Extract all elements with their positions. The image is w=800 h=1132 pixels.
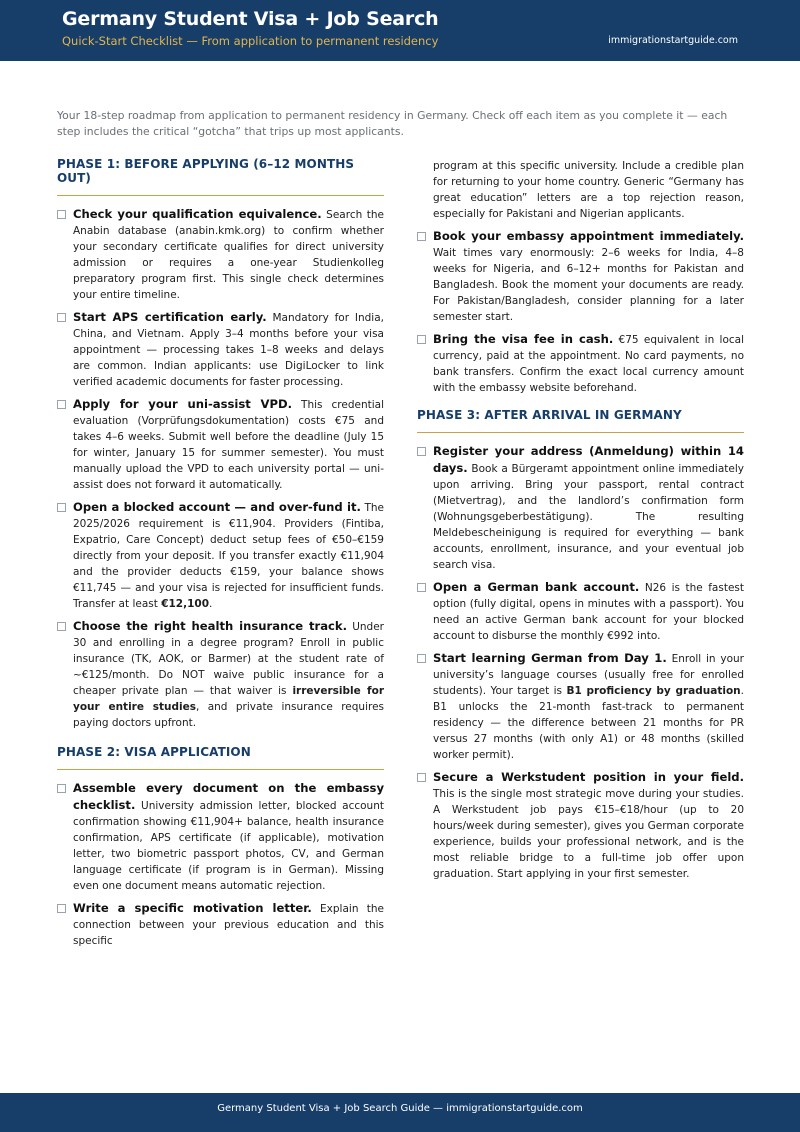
checkbox-icon[interactable]	[417, 654, 426, 663]
item-text: This credential evaluation (Vorprüfungsdokumentation) costs €75 and takes 4–6 weeks. Submit well before the deadline (July 15 for winter, January 15 for summer semester). You must manually upload the VPD to each university portal — uni-assist does not forward it automatically.	[73, 399, 384, 491]
item-text: Explain the connection between your previous education and this specific	[73, 903, 384, 947]
item-lead: Open a German bank account.	[433, 580, 640, 594]
item-lead: Apply for your uni-assist VPD.	[73, 397, 293, 411]
item-text: Enroll in your university’s language courses (usually free for enrolled students). Your target is	[433, 653, 744, 697]
item-text: This is the single most strategic move during your studies. A Werkstudent job pays €15–€18/hour (up to 20 hours/week during semester), gives you German corporate experience, builds your professional network, and is the most reliable bridge to a full-time job offer upon graduation. Start applying in your first semester.	[433, 788, 744, 880]
item-text: Mandatory for India, China, and Vietnam. Apply 3–4 months before your visa appointment — processing takes 1–8 weeks and delays are common. Indian applicants: use DigiLocker to link verified academic documents for faster processing.	[73, 312, 384, 388]
checklist-item[interactable]	[57, 900, 384, 949]
checklist-item[interactable]	[57, 618, 384, 731]
checkbox-icon[interactable]	[57, 503, 66, 512]
checkbox-icon[interactable]	[57, 784, 66, 793]
phase-2-title: PHASE 2: VISA APPLICATION	[57, 745, 384, 770]
document-title: Germany Student Visa + Job Search	[62, 8, 439, 30]
item-lead: Start APS certification early.	[73, 310, 267, 324]
item-lead: Secure a Werkstudent position in your field.	[433, 770, 744, 784]
checklist-item[interactable]	[57, 499, 384, 612]
checkbox-icon[interactable]	[417, 447, 426, 456]
item-lead: Write a specific motivation letter.	[73, 901, 312, 915]
footer-text: Germany Student Visa + Job Search Guide — immigrationstartguide.com	[217, 1103, 583, 1114]
checklist-item[interactable]	[57, 309, 384, 390]
document-subtitle: Quick-Start Checklist — From application to permanent residency	[62, 34, 439, 48]
checklist-item[interactable]	[57, 780, 384, 894]
checkbox-icon[interactable]	[417, 583, 426, 592]
page-footer	[0, 1093, 800, 1132]
item-lead: Open a blocked account — and over-fund it.	[73, 500, 361, 514]
item-text: €75 equivalent in local currency, paid at the appointment. No card payments, no bank transfers. Confirm the exact local currency amount with the embassy website beforehand.	[433, 334, 744, 394]
item-lead: Bring the visa fee in cash.	[433, 332, 614, 346]
item-lead: Start learning German from Day 1.	[433, 651, 667, 665]
checkbox-icon[interactable]	[57, 904, 66, 913]
item-tail: .	[209, 598, 213, 610]
checklist-item[interactable]	[417, 331, 744, 396]
item-text: University admission letter, blocked account confirmation showing €11,904+ balance, health insurance confirmation, APS certificate (if applicable), motivation letter, two biometric passport photos, CV, and German language certificate (if program is in German). Missing even one document means automatic rejection.	[73, 800, 384, 892]
checklist-item[interactable]	[417, 650, 744, 763]
checkbox-icon[interactable]	[417, 773, 426, 782]
header-site-link[interactable]: immigrationstartguide.com	[608, 35, 738, 46]
item-lead: Check your qualification equivalence.	[73, 207, 322, 221]
item-text: program at this specific university. Include a credible plan for returning to your home country. Generic “Germany has great education” letters are a top rejection reason, especially for Pakistani and Nigerian applicants.	[433, 160, 744, 220]
checklist-item[interactable]	[57, 396, 384, 493]
item-emphasis: B1 proficiency by graduation	[566, 685, 741, 697]
checklist-item[interactable]	[417, 769, 744, 882]
item-lead: Book your embassy appointment immediately.	[433, 229, 744, 243]
item-tail: , and private insurance requires paying doctors upfront.	[73, 701, 384, 729]
item-tail: . B1 unlocks the 21-month fast-track to permanent residency — the difference between 21 months for PR versus 27 months (with only A1) or 48 months (skilled worker permit).	[433, 685, 744, 761]
item-lead: Register your address (Anmeldung) within 14 days.	[433, 444, 744, 475]
page-header	[0, 0, 800, 61]
checklist-item[interactable]	[417, 443, 744, 573]
item-text: Wait times vary enormously: 2–6 weeks for India, 4–8 weeks for Nigeria, and 6–12+ months for Pakistan and Bangladesh. Book the moment your documents are ready. For Pakistan/Bangladesh, consider planning for a later semester start.	[433, 247, 744, 323]
item-text: Under 30 and enrolling in a degree program? Enroll in public insurance (TK, AOK, or Barmer) at the student rate of ~€125/month. Do NOT waive public insurance for a cheaper private plan — that waiver is	[73, 621, 384, 697]
item-lead: Assemble every document on the embassy checklist.	[73, 781, 384, 812]
phase-1-title: PHASE 1: BEFORE APPLYING (6–12 MONTHS OUT)	[57, 157, 384, 196]
intro-paragraph: Your 18-step roadmap from application to permanent residency in Germany. Check off each item as you complete it — each step includes the critical “gotcha” that trips up most applicants.	[57, 109, 728, 138]
item-text: Book a Bürgeramt appointment online immediately upon arriving. Bring your passport, rental contract (Mietvertrag), and the landlord’s confirmation form (Wohnungsgeberbestätigung). The resulting Meldebescheinigung is required for everything — bank accounts, enrollment, insurance, and your eventual job search visa.	[433, 463, 744, 571]
item-text: The 2025/2026 requirement is €11,904. Providers (Fintiba, Expatrio, Care Concept) deduct setup fees of €50–€159 directly from your deposit. If you transfer exactly €11,904 and the provider deducts €159, your balance shows €11,745 — and your visa is rejected for insufficient funds. Transfer at least	[73, 502, 384, 610]
phase-3-title: PHASE 3: AFTER ARRIVAL IN GERMANY	[417, 408, 744, 433]
checklist-item[interactable]	[417, 579, 744, 644]
checkbox-icon[interactable]	[57, 313, 66, 322]
right-column	[417, 158, 744, 888]
checkbox-icon[interactable]	[417, 232, 426, 241]
checkbox-icon[interactable]	[57, 622, 66, 631]
left-column	[57, 157, 384, 955]
checkbox-icon[interactable]	[57, 400, 66, 409]
checklist-item[interactable]	[417, 228, 744, 325]
item-text: Search the Anabin database (anabin.kmk.org) to confirm whether your secondary certificate qualifies for direct university admission or requires a one-year Studienkolleg preparatory program first. This single check determines your entire timeline.	[73, 209, 384, 301]
item-lead: Choose the right health insurance track.	[73, 619, 348, 633]
item-emphasis: irreversible for your entire studies	[73, 685, 384, 713]
checkbox-icon[interactable]	[417, 335, 426, 344]
item-emphasis: €12,100	[161, 598, 210, 610]
checkbox-icon[interactable]	[57, 210, 66, 219]
checklist-item-continued	[417, 158, 744, 222]
checklist-item[interactable]	[57, 206, 384, 303]
item-text: N26 is the fastest option (fully digital, opens in minutes with a passport). You need an active German bank account for your blocked account to disburse the monthly €992 into.	[433, 582, 744, 642]
